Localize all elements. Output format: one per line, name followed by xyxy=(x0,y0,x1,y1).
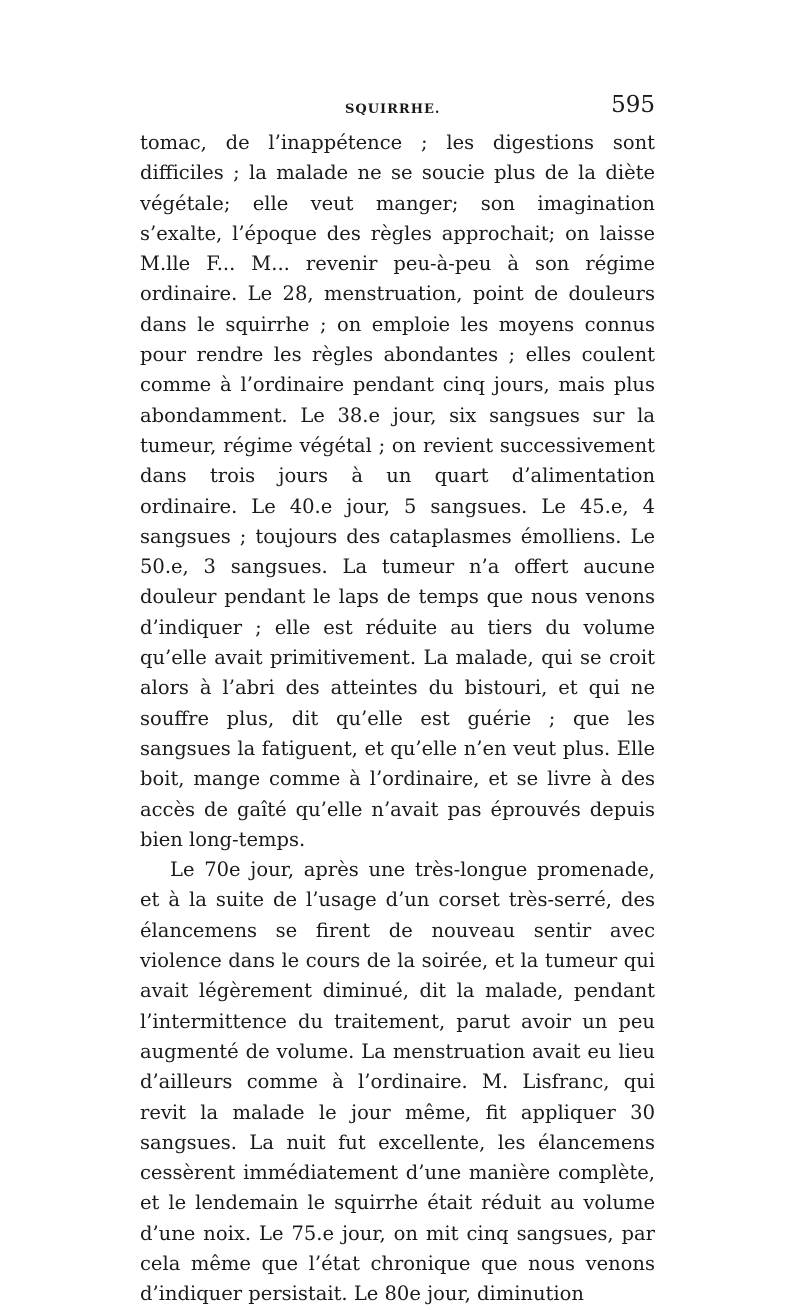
body-text xyxy=(140,128,655,1310)
paragraph-continued: tomac, de l’inappétence ; les digestions sont difficiles ; la malade ne se soucie plus de la diète végétale; elle veut manger; son imagination s’exalte, l’époque des règles approchait; on laisse M.lle F... M... revenir peu-à-peu à son régime ordinaire. Le 28, menstruation, point de douleurs dans le squirrhe ; on emploie les moyens connus pour rendre les règles abondantes ; elles coulent comme à l’ordinaire pendant cinq jours, mais plus abondamment. Le 38.e jour, six sangsues sur la tumeur, régime végétal ; on revient successivement dans trois jours à un quart d’alimentation ordinaire. Le 40.e jour, 5 sangsues. Le 45.e, 4 sangsues ; toujours des cataplasmes émolliens. Le 50.e, 3 sangsues. La tumeur n’a offert aucune douleur pendant le laps de temps que nous venons d’indiquer ; elle est réduite au tiers du volume qu’elle avait primitivement. La malade, qui se croit alors à l’abri des atteintes du bistouri, et qui ne souffre plus, dit qu’elle est guérie ; que les sangsues la fatiguent, et qu’elle n’en veut plus. Elle boit, mange comme à l’ordinaire, et se livre à des accès de gaîté qu’elle n’avait pas éprouvés depuis bien long-temps. xyxy=(140,131,655,851)
page-header xyxy=(140,92,655,122)
running-head: SQUIRRHE. xyxy=(345,102,441,117)
paragraph-70th-day: Le 70e jour, après une très-longue promenade, et à la suite de l’usage d’un corset très-serré, des élancemens se firent de nouveau sentir avec violence dans le cours de la soirée, et la tumeur qui avait légèrement diminué, dit la malade, pendant l’intermittence du traitement, parut avoir un peu augmenté de volume. La menstruation avait eu lieu d’ailleurs comme à l’ordinaire. M. Lisfranc, qui revit la malade le jour même, fit appliquer 30 sangsues. La nuit fut excellente, les élancemens cessèrent immédiatement d’une manière complète, et le lendemain le squirrhe était réduit au volume d’une noix. Le 75.e jour, on mit cinq sangsues, par cela même que l’état chronique que nous venons d’indiquer persistait. Le 80e jour, diminution xyxy=(140,858,655,1306)
page-number: 595 xyxy=(611,92,655,118)
